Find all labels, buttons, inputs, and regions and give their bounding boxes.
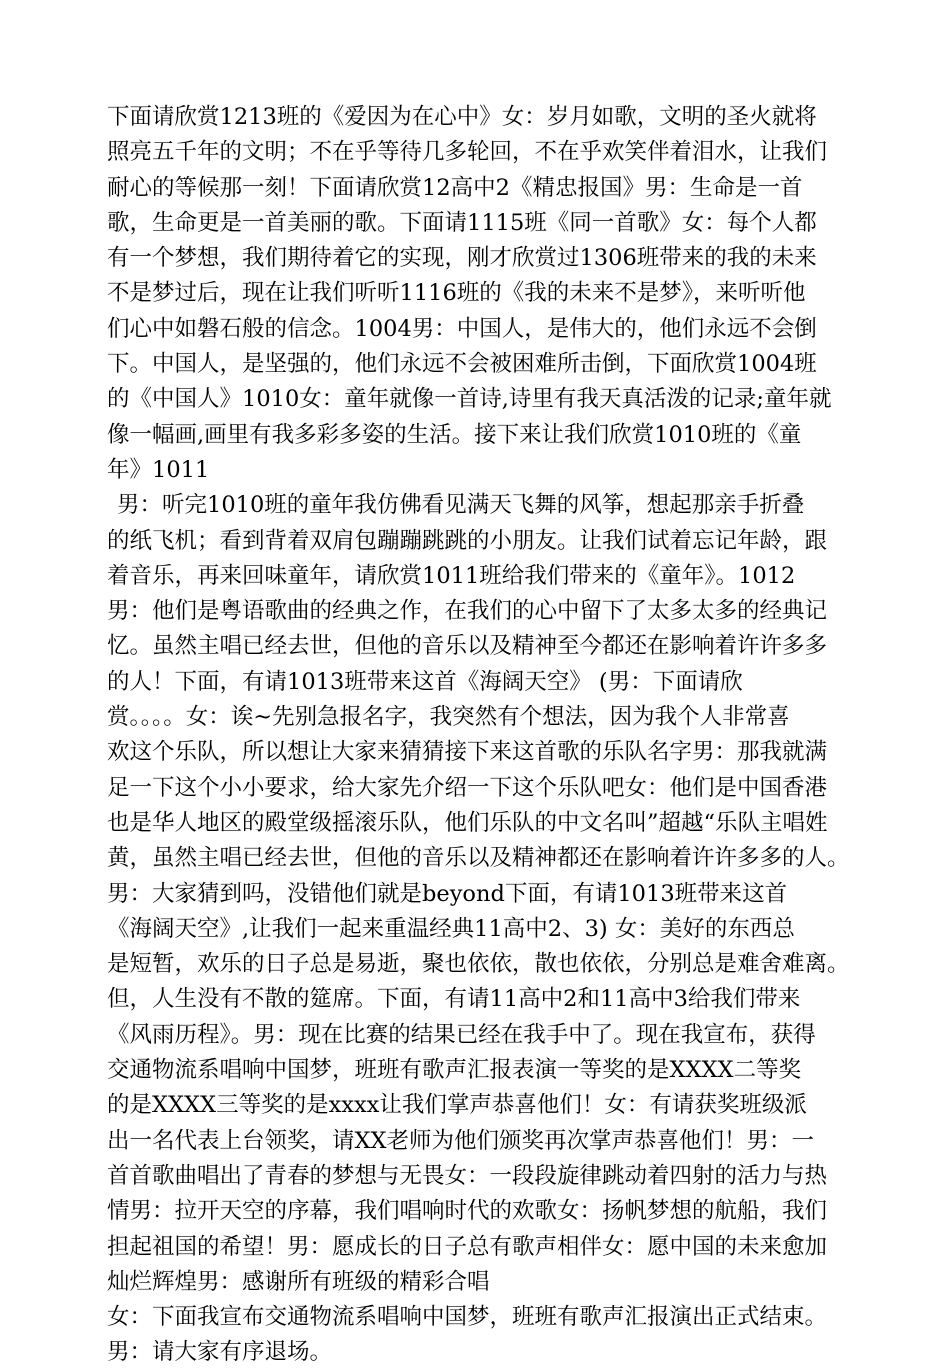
text-line: 不是梦过后，现在让我们听听1116班的《我的未来不是梦》，来听听他 — [107, 280, 806, 307]
text-line: 出一名代表上台领奖，请XX老师为他们颁奖再次掌声恭喜他们！男：一 — [107, 1127, 815, 1154]
text-line: 着音乐，再来回味童年，请欣赏1011班给我们带来的《童年》。1012 — [107, 562, 796, 589]
text-line: 首首歌曲唱出了青春的梦想与无畏女：一段段旋律跳动着四射的活力与热 — [107, 1162, 828, 1189]
text-line: 担起祖国的希望！男：愿成长的日子总有歌声相伴女：愿中国的未来愈加 — [107, 1233, 828, 1260]
text-line: 的是XXXX三等奖的是xxxx让我们掌声恭喜他们！女：有请获奖班级派 — [107, 1092, 807, 1119]
text-line: 黄，虽然主唱已经去世，但他的音乐以及精神都还在影响着许许多多的人。 — [107, 845, 850, 872]
text-line: 有一个梦想，我们期待着它的实现，刚才欣赏过1306班带来的我的未来 — [107, 245, 817, 272]
text-line: 欢这个乐队，所以想让大家来猜猜接下来这首歌的乐队名字男：那我就满 — [107, 739, 828, 766]
text-line: 足一下这个小小要求，给大家先介绍一下这个乐队吧女：他们是中国香港 — [107, 774, 828, 801]
text-line: 《风雨历程》。男：现在比赛的结果已经在我手中了。现在我宣布，获得 — [107, 1021, 816, 1048]
text-line: 像一幅画,画里有我多彩多姿的生活。接下来让我们欣赏1010班的《童 — [107, 421, 802, 448]
text-line: 们心中如磐石般的信念。1004男：中国人，是伟大的，他们永远不会倒 — [107, 315, 817, 342]
text-line: 是短暂，欢乐的日子总是易逝，聚也依依，散也依依，分别总是难舍难离。 — [107, 951, 850, 978]
text-line: 《海阔天空》,让我们一起来重温经典11高中2、3) 女：美好的东西总 — [107, 915, 795, 942]
text-line: 灿烂辉煌男：感谢所有班级的精彩合唱 — [107, 1268, 490, 1295]
text-line: 男：听完1010班的童年我仿佛看见满天飞舞的风筝，想起那亲手折叠 — [117, 492, 805, 519]
text-line: 下。中国人，是坚强的，他们永远不会被困难所击倒，下面欣赏1004班 — [107, 351, 817, 378]
text-line: 的纸飞机；看到背着双肩包蹦蹦跳跳的小朋友。让我们试着忘记年龄，跟 — [107, 527, 828, 554]
text-line: 歌，生命更是一首美丽的歌。下面请1115班《同一首歌》女：每个人都 — [107, 209, 817, 236]
text-line: 男：请大家有序退场。 — [107, 1339, 333, 1366]
text-line: 但，人生没有不散的筵席。下面，有请11高中2和11高中3给我们带来 — [107, 986, 801, 1013]
text-line: 男：大家猜到吗，没错他们就是beyond下面，有请1013班带来这首 — [107, 880, 788, 907]
document-page — [107, 100, 877, 1371]
text-line: 也是华人地区的殿堂级摇滚乐队，他们乐队的中文名叫”超越“乐队主唱姓 — [107, 809, 828, 836]
text-line: 赏。。。。女：诶~先别急报名字，我突然有个想法，因为我个人非常喜 — [107, 704, 790, 731]
text-line: 交通物流系唱响中国梦，班班有歌声汇报表演一等奖的是XXXX二等奖 — [107, 1057, 802, 1084]
text-line: 下面请欣赏1213班的《爱因为在心中》女：岁月如歌，文明的圣火就将 — [107, 104, 817, 130]
text-line: 女：下面我宣布交通物流系唱响中国梦，班班有歌声汇报演出正式结束。 — [107, 1304, 828, 1331]
text-line: 年》1011 — [107, 456, 210, 483]
text-line: 的《中国人》1010女：童年就像一首诗,诗里有我天真活泼的记录;童年就 — [107, 386, 832, 413]
text-line: 的人！下面，有请1013班带来这首《海阔天空》 (男：下面请欣 — [107, 668, 743, 695]
text-line: 情男：拉开天空的序幕，我们唱响时代的欢歌女：扬帆梦想的航船，我们 — [107, 1198, 828, 1225]
text-line: 忆。虽然主唱已经去世，但他的音乐以及精神至今都还在影响着许许多多 — [107, 633, 828, 660]
text-line: 耐心的等候那一刻！下面请欣赏12高中2《精忠报国》男：生命是一首 — [107, 174, 803, 201]
text-line: 男：他们是粤语歌曲的经典之作，在我们的心中留下了太多太多的经典记 — [107, 598, 828, 625]
text-line: 照亮五千年的文明；不在乎等待几多轮回，不在乎欢笑伴着泪水，让我们 — [107, 139, 828, 166]
